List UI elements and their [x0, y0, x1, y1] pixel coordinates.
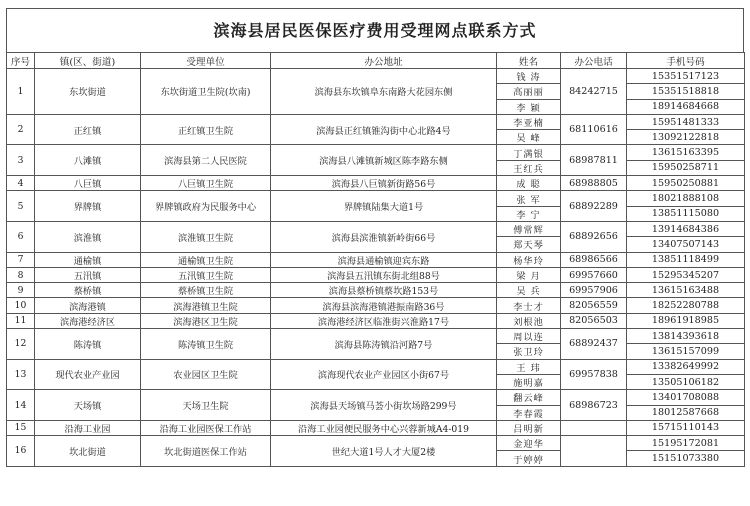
mobile-cell: 13401708088	[627, 390, 745, 405]
row-number: 15	[7, 420, 35, 435]
unit-cell: 农业园区卫生院	[141, 359, 271, 390]
contact-name: 丁满银	[497, 145, 561, 160]
mobile-cell: 18914684668	[627, 99, 745, 114]
mobile-cell: 13615163395	[627, 145, 745, 160]
table-row	[7, 191, 745, 206]
mobile-cell: 13382649992	[627, 359, 745, 374]
contact-table	[6, 52, 745, 467]
town-cell: 天场镇	[35, 390, 141, 421]
contact-name: 郑天琴	[497, 237, 561, 252]
contact-name: 周以连	[497, 329, 561, 344]
mobile-cell: 18021888108	[627, 191, 745, 206]
town-cell: 现代农业产业园	[35, 359, 141, 390]
address-cell: 滨海县陈涛镇沿河路7号	[271, 329, 497, 360]
contact-name: 王 玮	[497, 359, 561, 374]
unit-cell: 沿海工业园医保工作站	[141, 420, 271, 435]
mobile-cell: 13407507143	[627, 237, 745, 252]
office-phone-cell: 68986723	[561, 390, 627, 421]
address-cell: 滨海县通榆镇迎宾东路	[271, 252, 497, 267]
row-number: 16	[7, 436, 35, 467]
table-row	[7, 390, 745, 405]
mobile-cell: 15351518818	[627, 84, 745, 99]
mobile-cell: 15715110143	[627, 420, 745, 435]
table-row	[7, 420, 745, 435]
header-mobile: 手机号码	[627, 53, 745, 69]
row-number: 9	[7, 283, 35, 298]
office-phone-cell: 82056503	[561, 313, 627, 328]
town-cell: 界牌镇	[35, 191, 141, 222]
row-number: 8	[7, 267, 35, 282]
unit-cell: 滨海港镇卫生院	[141, 298, 271, 313]
office-phone-cell	[561, 420, 627, 435]
contact-name: 吴 峰	[497, 130, 561, 145]
office-phone-cell: 69957838	[561, 359, 627, 390]
header-office-phone: 办公电话	[561, 53, 627, 69]
mobile-cell: 18012587668	[627, 405, 745, 420]
unit-cell: 滨海港区卫生院	[141, 313, 271, 328]
office-phone-cell: 68110616	[561, 114, 627, 145]
address-cell: 滨海现代农业产业园区小街67号	[271, 359, 497, 390]
town-cell: 滨海港经济区	[35, 313, 141, 328]
row-number: 6	[7, 221, 35, 252]
contact-name: 钱 涛	[497, 69, 561, 84]
address-cell: 滨海县东坎镇阜东南路大花园东侧	[271, 69, 497, 115]
town-cell: 五汛镇	[35, 267, 141, 282]
office-phone-cell: 69957906	[561, 283, 627, 298]
unit-cell: 八巨镇卫生院	[141, 176, 271, 191]
unit-cell: 正红镇卫生院	[141, 114, 271, 145]
mobile-cell: 13851118499	[627, 252, 745, 267]
office-phone-cell: 68892289	[561, 191, 627, 222]
town-cell: 东坎街道	[35, 69, 141, 115]
mobile-cell: 18961918985	[627, 313, 745, 328]
mobile-cell: 15351517123	[627, 69, 745, 84]
unit-cell: 滨海县第二人民医院	[141, 145, 271, 176]
address-cell: 滨海县滨海港镇港振南路36号	[271, 298, 497, 313]
document	[6, 8, 744, 467]
table-row	[7, 145, 745, 160]
header-town: 镇(区、街道)	[35, 53, 141, 69]
address-cell: 滨海县天场镇马荟小街坎场路299号	[271, 390, 497, 421]
mobile-cell: 13851115080	[627, 206, 745, 221]
contact-name: 刘根池	[497, 313, 561, 328]
contact-name: 成 聪	[497, 176, 561, 191]
contact-name: 于婷婷	[497, 451, 561, 466]
row-number: 1	[7, 69, 35, 115]
table-row	[7, 267, 745, 282]
table-row	[7, 329, 745, 344]
unit-cell: 蔡桥镇卫生院	[141, 283, 271, 298]
unit-cell: 通榆镇卫生院	[141, 252, 271, 267]
header-unit: 受理单位	[141, 53, 271, 69]
row-number: 5	[7, 191, 35, 222]
header-no: 序号	[7, 53, 35, 69]
contact-name: 李 颖	[497, 99, 561, 114]
mobile-cell: 13615157099	[627, 344, 745, 359]
office-phone-cell	[561, 436, 627, 467]
contact-name: 傅常辉	[497, 221, 561, 236]
address-cell: 滨海县正红镇锥沟街中心北路4号	[271, 114, 497, 145]
mobile-cell: 15950250881	[627, 176, 745, 191]
table-row	[7, 69, 745, 84]
mobile-cell: 13092122818	[627, 130, 745, 145]
row-number: 3	[7, 145, 35, 176]
town-cell: 八滩镇	[35, 145, 141, 176]
table-row	[7, 252, 745, 267]
town-cell: 蔡桥镇	[35, 283, 141, 298]
table-body	[7, 69, 745, 467]
address-cell: 世纪大道1号人才大厦2楼	[271, 436, 497, 467]
contact-name: 吕明新	[497, 420, 561, 435]
address-cell: 界牌镇陆集大道1号	[271, 191, 497, 222]
mobile-cell: 18252280788	[627, 298, 745, 313]
page-title: 滨海县居民医保医疗费用受理网点联系方式	[6, 8, 744, 52]
row-number: 12	[7, 329, 35, 360]
row-number: 13	[7, 359, 35, 390]
unit-cell: 天场卫生院	[141, 390, 271, 421]
mobile-cell: 15195172081	[627, 436, 745, 451]
contact-name: 施明嘉	[497, 374, 561, 389]
unit-cell: 五汛镇卫生院	[141, 267, 271, 282]
header-name: 姓名	[497, 53, 561, 69]
row-number: 2	[7, 114, 35, 145]
unit-cell: 陈涛镇卫生院	[141, 329, 271, 360]
mobile-cell: 15950258711	[627, 160, 745, 175]
town-cell: 陈涛镇	[35, 329, 141, 360]
town-cell: 坎北街道	[35, 436, 141, 467]
address-cell: 滨海港经济区临淮街兴淮路17号	[271, 313, 497, 328]
table-row	[7, 114, 745, 129]
mobile-cell: 13505106182	[627, 374, 745, 389]
address-cell: 滨海县五汛镇东街北组88号	[271, 267, 497, 282]
office-phone-cell: 69957660	[561, 267, 627, 282]
mobile-cell: 13814393618	[627, 329, 745, 344]
contact-name: 李士才	[497, 298, 561, 313]
address-cell: 滨海县八滩镇新城区陈李路东侧	[271, 145, 497, 176]
contact-name: 李 宁	[497, 206, 561, 221]
contact-name: 张 军	[497, 191, 561, 206]
unit-cell: 坎北街道医保工作站	[141, 436, 271, 467]
town-cell: 滨海港镇	[35, 298, 141, 313]
row-number: 11	[7, 313, 35, 328]
contact-name: 梁 月	[497, 267, 561, 282]
address-cell: 滨海县滨淮镇新岭街66号	[271, 221, 497, 252]
contact-name: 高丽丽	[497, 84, 561, 99]
table-row	[7, 221, 745, 236]
mobile-cell: 13615163488	[627, 283, 745, 298]
contact-name: 金迎华	[497, 436, 561, 451]
office-phone-cell: 68892437	[561, 329, 627, 360]
office-phone-cell: 82056559	[561, 298, 627, 313]
header-address: 办公地址	[271, 53, 497, 69]
mobile-cell: 15151073380	[627, 451, 745, 466]
table-row	[7, 298, 745, 313]
table-row	[7, 176, 745, 191]
contact-name: 翻云峰	[497, 390, 561, 405]
address-cell: 滨海县八巨镇新街路56号	[271, 176, 497, 191]
table-row	[7, 436, 745, 451]
table-row	[7, 313, 745, 328]
contact-name: 张卫玲	[497, 344, 561, 359]
town-cell: 正红镇	[35, 114, 141, 145]
row-number: 10	[7, 298, 35, 313]
contact-name: 李春霞	[497, 405, 561, 420]
office-phone-cell: 68988805	[561, 176, 627, 191]
town-cell: 通榆镇	[35, 252, 141, 267]
row-number: 14	[7, 390, 35, 421]
row-number: 4	[7, 176, 35, 191]
mobile-cell: 13914684386	[627, 221, 745, 236]
unit-cell: 东坎街道卫生院(坎南)	[141, 69, 271, 115]
contact-name: 吴 兵	[497, 283, 561, 298]
unit-cell: 界牌镇政府为民服务中心	[141, 191, 271, 222]
table-row	[7, 359, 745, 374]
town-cell: 滨淮镇	[35, 221, 141, 252]
office-phone-cell: 84242715	[561, 69, 627, 115]
contact-name: 王红兵	[497, 160, 561, 175]
contact-name: 李亚楠	[497, 114, 561, 129]
office-phone-cell: 68986566	[561, 252, 627, 267]
mobile-cell: 15951481333	[627, 114, 745, 129]
mobile-cell: 15295345207	[627, 267, 745, 282]
unit-cell: 滨淮镇卫生院	[141, 221, 271, 252]
contact-name: 杨华玲	[497, 252, 561, 267]
address-cell: 沿海工业园便民服务中心兴蓉新城A4-019	[271, 420, 497, 435]
town-cell: 八巨镇	[35, 176, 141, 191]
address-cell: 滨海县蔡桥镇蔡坎路153号	[271, 283, 497, 298]
row-number: 7	[7, 252, 35, 267]
town-cell: 沿海工业园	[35, 420, 141, 435]
office-phone-cell: 68987811	[561, 145, 627, 176]
header-row	[7, 53, 745, 69]
table-row	[7, 283, 745, 298]
office-phone-cell: 68892656	[561, 221, 627, 252]
